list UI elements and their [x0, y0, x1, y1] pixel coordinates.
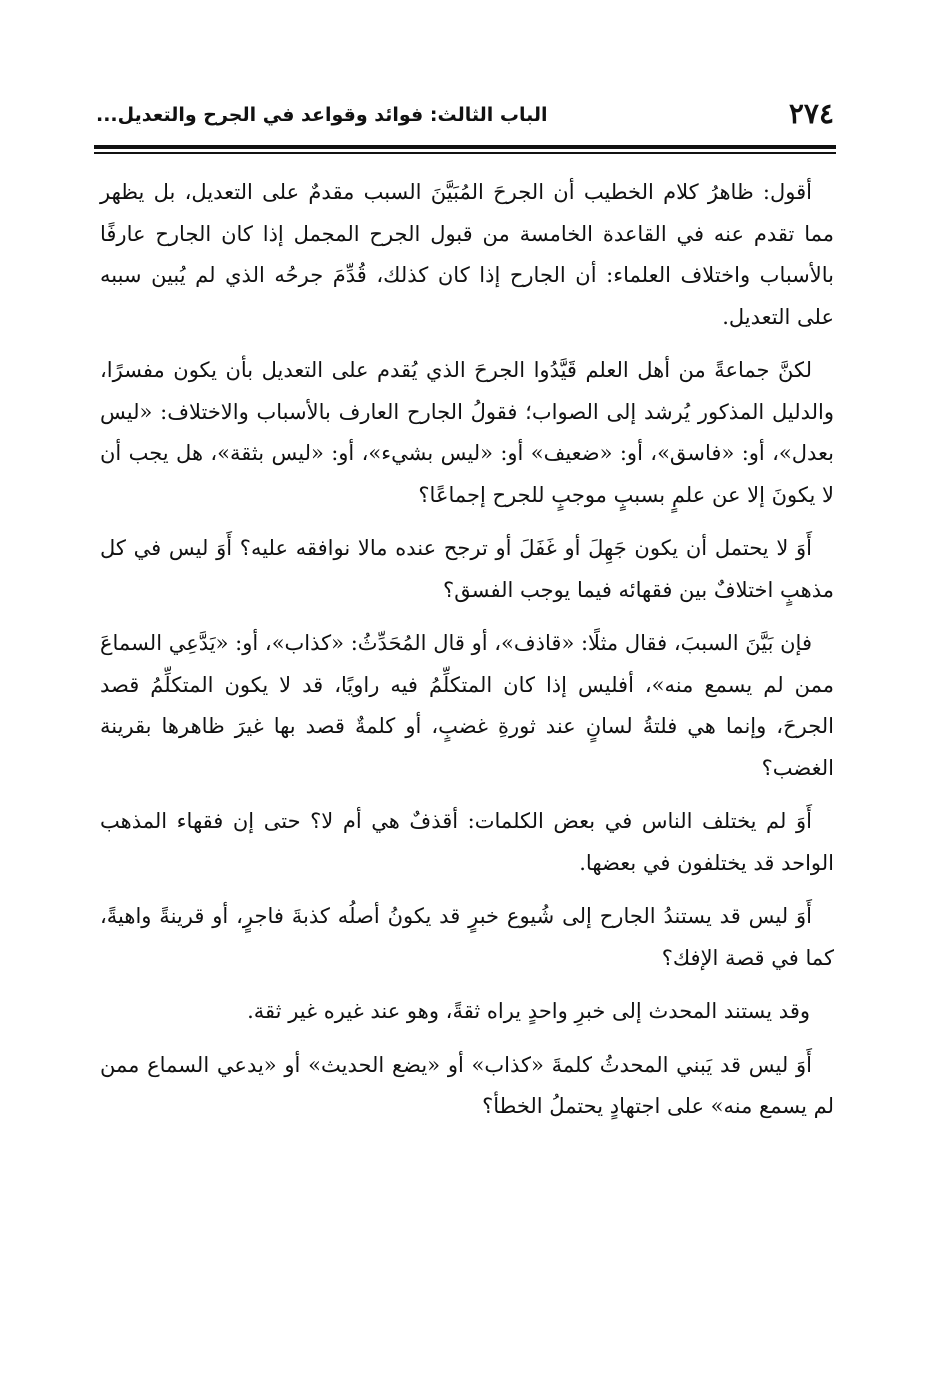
paragraph-1: أقول: ظاهرُ كلام الخطيب أن الجرحَ المُبَيَّنَ السبب مقدمٌ على التعديل، بل يظهر مما تقدم عنه في القاعدة الخامسة من قبول الجرح المجمل إذا كان الجارح عارفًا بالأسباب واختلاف العلماء: أن الجارح إذا كان كذلك، قُدِّمَ جرحُه الذي لم يُبين سببه على التعديل.: [100, 180, 834, 329]
body-text: [100, 172, 834, 1140]
header-rule-thin: [94, 152, 836, 154]
page-header: [96, 96, 834, 136]
header-rule-thick: [94, 145, 836, 149]
paragraph-2: لكنَّ جماعةً من أهل العلم قَيَّدُوا الجرحَ الذي يُقدم على التعديل بأن يكون مفسرًا، والدليل المذكور يُرشد إلى الصواب؛ فقولُ الجارح العارف بالأسباب والاختلاف: «ليس بعدل»، أو: «فاسق»، أو: «ضعيف» أو: «ليس بشيء»، أو: «ليس بثقة»، هل يجب أن لا يكونَ إلا عن علمٍ بسببٍ موجبٍ للجرح إجماعًا؟: [100, 358, 834, 507]
paragraph-3: أَوَ لا يحتمل أن يكون جَهِلَ أو غَفَلَ أو ترجح عنده مالا نوافقه عليه؟ أَوَ ليس في كل مذهبٍ اختلافٌ بين فقهائه فيما يوجب الفسق؟: [100, 536, 834, 602]
paragraph-5: أَوَ لم يختلف الناس في بعض الكلمات: أقذفٌ هي أم لا؟ حتى إن فقهاء المذهب الواحد قد يختلفون في بعضها.: [100, 809, 834, 875]
running-title: الباب الثالث: فوائد وقواعد في الجرح والتعديل...: [96, 104, 548, 126]
paragraph-4: فإن بَيَّنَ السببَ، فقال مثلًا: «قاذف»، أو قال المُحَدِّثُ: «كذاب»، أو: «يَدَّعِي السماعَ ممن لم يسمع منه»، أفليس إذا كان المتكلِّمُ فيه راويًا، قد لا يكون المتكلِّمُ قصد الجرحَ، وإنما هي فلتةُ لسانٍ عند ثورةِ غضبٍ، أو كلمةٌ قصد بها غيرَ ظاهرها بقرينة الغضب؟: [100, 631, 834, 780]
paragraph-6: أَوَ ليس قد يستندُ الجارح إلى شُيوع خبرٍ قد يكونُ أصلُه كذبةَ فاجرٍ، أو قرينةً واهيةً، كما في قصة الإفك؟: [100, 904, 834, 970]
page-number: ٢٧٤: [788, 97, 834, 130]
paragraph-8: أَوَ ليس قد يَبني المحدثُ كلمةَ «كذاب» أو «يضع الحديث» أو «يدعي السماع ممن لم يسمع منه» على اجتهادٍ يحتملُ الخطأ؟: [100, 1052, 834, 1118]
paragraph-7: وقد يستند المحدث إلى خبرِ واحدٍ يراه ثقةً، وهو عند غيره غير ثقة.: [247, 999, 810, 1023]
